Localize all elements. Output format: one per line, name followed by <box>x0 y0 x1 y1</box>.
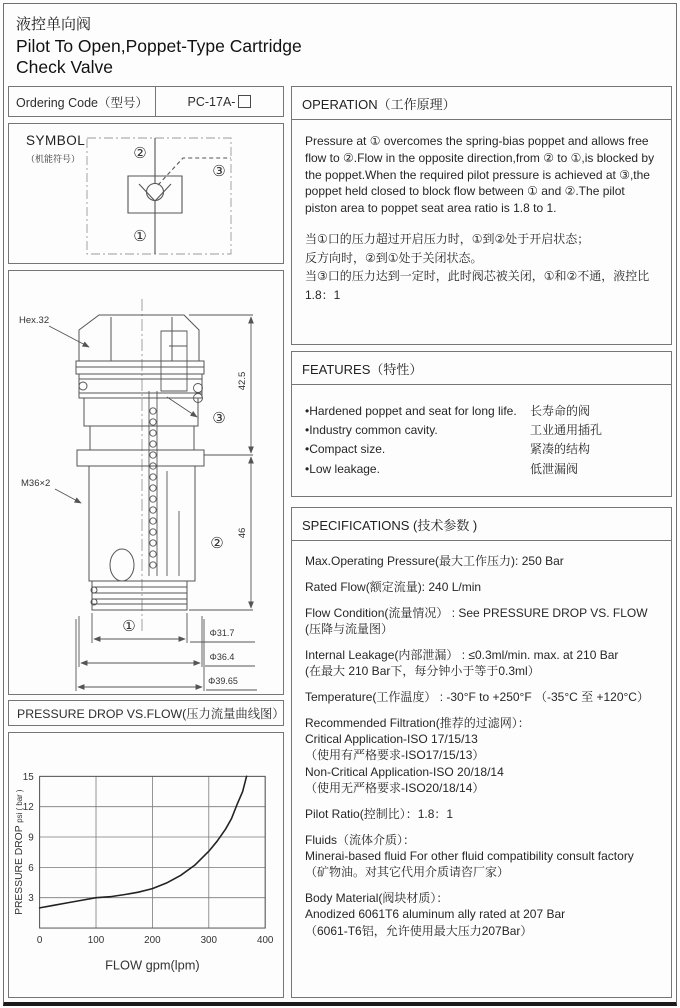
hex-size-label: Hex.32 <box>19 315 50 326</box>
spec-line: （6061-T6铝，允许使用最大压力207Bar） <box>305 923 533 938</box>
dim-46-label: 46 <box>237 527 248 539</box>
symbol-port3-marker: ③ <box>212 163 226 180</box>
x-tick-label: 0 <box>36 934 43 946</box>
feature-row <box>305 421 658 440</box>
spec-line: Rated Flow(额定流量): 240 L/min <box>305 579 482 594</box>
left-column <box>8 86 284 998</box>
spec-item <box>305 890 658 939</box>
spec-item <box>305 579 658 595</box>
pressure-drop-chart-section <box>8 732 284 998</box>
dim-42-5-label: 42.5 <box>237 371 248 391</box>
feature-text-en: •Industry common cavity. <box>305 423 438 438</box>
symbol-port1-marker: ① <box>133 228 147 245</box>
y-axis-title: PRESSURE DROP psi ( bar ) <box>13 789 25 915</box>
spec-line: Body Material(阀块材质）： <box>305 891 449 905</box>
drawing-labels <box>19 315 248 686</box>
pressure-drop-vs-flow-chart <box>9 733 283 997</box>
spec-item <box>305 553 658 569</box>
feature-row <box>305 440 658 459</box>
symbol-subtitle: （机能符号） <box>26 154 81 164</box>
ordering-code-label: Ordering Code（型号） <box>9 87 156 116</box>
chart-section-header: PRESSURE DROP VS.FLOW(压力流量曲线图） <box>8 700 284 726</box>
feature-text-cn: 紧凑的结构 <box>530 442 591 457</box>
feature-text-cn: 工业通用插孔 <box>530 423 603 438</box>
y-tick-label: 6 <box>28 862 34 874</box>
x-axis-title: FLOW gpm(lpm) <box>105 957 200 973</box>
right-column <box>291 86 672 998</box>
spec-line: Fluids（流体介质）： <box>305 832 416 847</box>
x-tick-label: 300 <box>200 934 218 946</box>
product-title-cn: 液控单向阀 <box>16 16 92 33</box>
dia-36-4-label: Φ36.4 <box>209 652 235 662</box>
curve-pressure-drop-curve <box>40 776 247 908</box>
spec-item <box>305 647 658 680</box>
spec-line: Flow Condition(流量情况） : See PRESSURE DROP VS. FLOW <box>305 605 648 620</box>
feature-row <box>305 402 658 421</box>
operation-cn-line: 1.8：1 <box>305 287 341 302</box>
drawing-port3-marker: ③ <box>212 410 226 427</box>
drawing-port1-marker: ① <box>122 618 136 635</box>
two-column-layout <box>4 86 676 1002</box>
feature-row <box>305 460 658 479</box>
spec-line: Internal Leakage(内部泄漏） : ≤0.3ml/min. max. at 210 Bar <box>305 647 619 662</box>
spec-line: (在最大 210 Bar下，每分钟小于等于0.3ml） <box>305 664 540 679</box>
product-title-en-line1: Pilot To Open,Poppet-Type Cartridge <box>16 36 302 56</box>
hydraulic-symbol-diagram <box>9 124 283 263</box>
spec-item <box>305 605 658 638</box>
spec-line: Temperature(工作温度） : -30°F to +250°F （-35°C 至 +120°C） <box>305 689 649 704</box>
ordering-code-value <box>156 87 283 116</box>
x-tick-label: 100 <box>87 934 105 946</box>
dia-31-7-label: Φ31.7 <box>209 628 235 638</box>
drawing-port2-marker: ② <box>210 535 224 552</box>
x-tick-label: 200 <box>144 934 161 946</box>
spec-line: Critical Application-ISO 17/15/13 <box>305 732 478 746</box>
y-tick-label: 15 <box>22 771 34 783</box>
operation-paragraph-cn <box>305 230 658 304</box>
feature-text-cn: 长寿命的阀 <box>530 404 591 418</box>
operation-section-body <box>292 120 671 344</box>
valve-internal-section <box>149 331 203 576</box>
valve-cross-section-drawing <box>9 271 283 694</box>
ordering-code-blank-box <box>238 95 251 108</box>
specifications-section <box>291 507 672 998</box>
y-tick-label: 9 <box>28 832 34 844</box>
operation-cn-line: 反方向时，②到①处于关闭状态。 <box>305 250 483 265</box>
spec-line: （矿物油。对其它代用介质请咨厂家） <box>305 865 510 880</box>
cross-section-drawing-section <box>8 270 284 695</box>
spec-line: （使用无严格要求-ISO20/18/14） <box>305 780 485 795</box>
spec-line: Max.Operating Pressure(最大工作压力): 250 Bar <box>305 554 564 568</box>
operation-paragraph-en: Pressure at ① overcomes the spring-bias poppet and allows free flow to ②.Flow in the opposite direction,from ② to ①,is blocked by the poppet.When the required pilot pressure is achieved at ③,the poppet held closed to block flow between ① and ②.The pilot piston area to poppet seat area ratio is 1.8 to 1. <box>305 134 655 216</box>
features-list <box>292 385 671 496</box>
spec-item <box>305 806 658 822</box>
feature-text-cn: 低泄漏阀 <box>530 461 579 476</box>
feature-text-en: •Low leakage. <box>305 461 380 476</box>
operation-cn-line: 当①口的压力超过开启压力时，①到②处于开启状态； <box>305 231 590 246</box>
spec-line: Minerai-based fluid For other fluid compatibility consult factory <box>305 848 634 863</box>
symbol-port2-marker: ② <box>133 145 147 162</box>
symbol-title: SYMBOL <box>26 133 86 148</box>
y-tick-label: 12 <box>22 802 34 814</box>
title-block <box>4 4 676 86</box>
spec-line: (压降与流量图） <box>305 621 393 636</box>
feature-text-en: •Hardened poppet and seat for long life. <box>305 404 517 418</box>
operation-section-title: OPERATION（工作原理） <box>292 87 671 120</box>
spec-item <box>305 832 658 881</box>
thread-size-label: M36×2 <box>21 478 51 489</box>
operation-cn-line: 当③口的压力达到一定时，此时阀芯被关闭，①和②不通，液控比 <box>305 269 650 284</box>
spec-line: （使用有严格要求-ISO17/15/13） <box>305 748 485 763</box>
ordering-code-prefix: PC-17A- <box>187 94 236 109</box>
y-tick-label: 3 <box>28 893 34 905</box>
valve-outline <box>76 315 204 610</box>
spec-line: Non-Critical Application-ISO 20/18/14 <box>305 764 504 779</box>
spec-line: Pilot Ratio(控制比）：1.8：1 <box>305 806 454 821</box>
ordering-code-row <box>8 86 284 117</box>
x-tick-label: 400 <box>256 934 274 946</box>
specifications-section-title: SPECIFICATIONS (技术参数 ) <box>292 508 671 541</box>
features-section <box>291 351 672 497</box>
product-title-en-line2: Check Valve <box>16 57 113 78</box>
spec-item <box>305 715 658 797</box>
page-frame <box>3 3 677 1006</box>
spec-item <box>305 689 658 705</box>
dia-39-65-label: Φ39.65 <box>208 676 238 686</box>
features-section-title: FEATURES（特性） <box>292 352 671 385</box>
spec-line: Anodized 6061T6 aluminum ally rated at 207 Bar <box>305 907 566 922</box>
operation-section <box>291 86 672 345</box>
feature-text-en: •Compact size. <box>305 442 386 457</box>
spec-line: Recommended Filtration(推荐的过滤网）： <box>305 715 530 730</box>
spec-list <box>292 541 671 997</box>
symbol-section <box>8 123 284 264</box>
